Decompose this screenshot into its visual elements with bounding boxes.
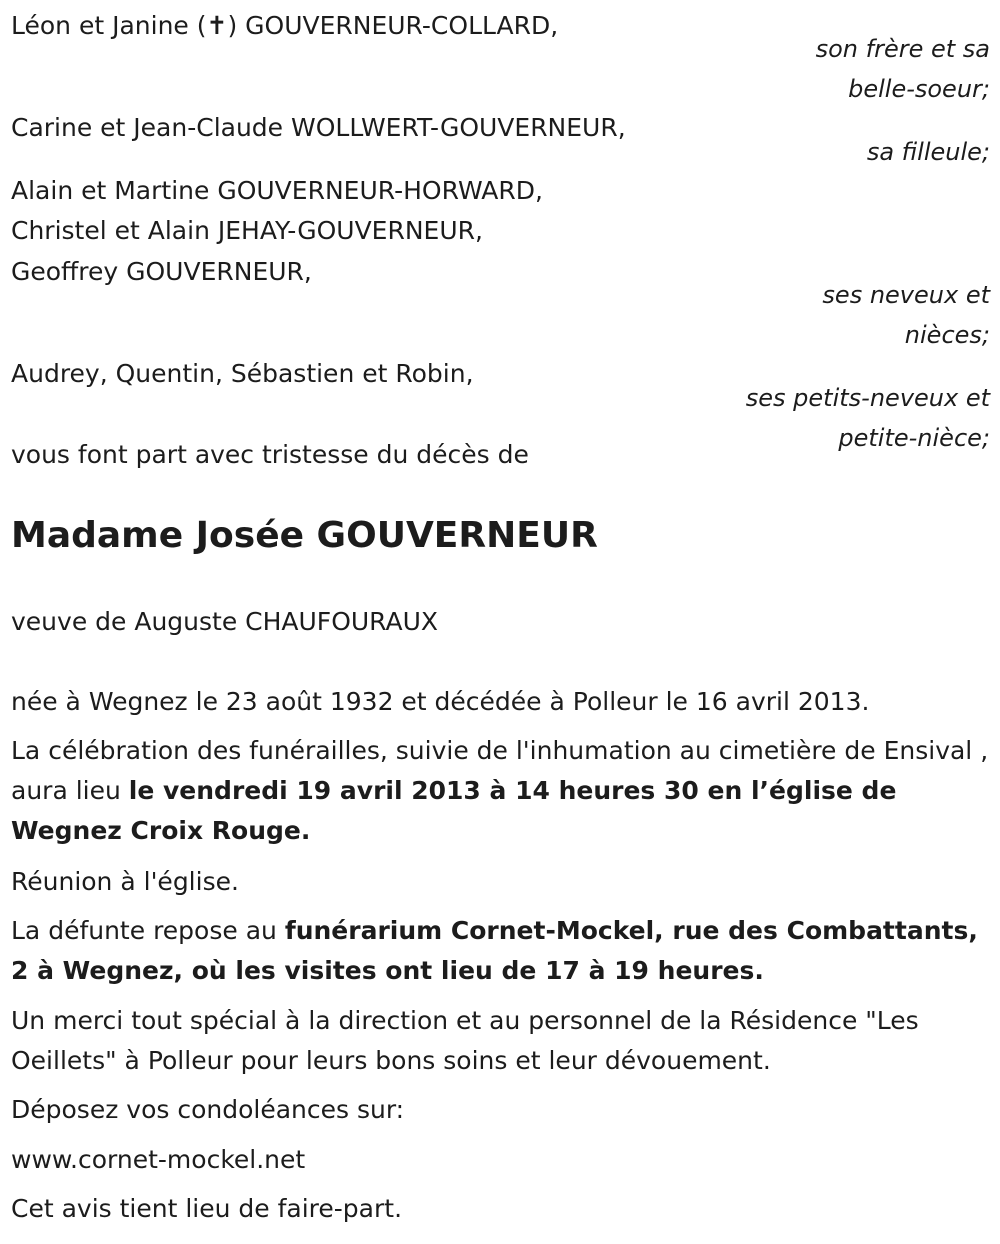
relation-neveux-2: nièces; xyxy=(904,321,990,349)
family-line-christel-alain: Christel et Alain JEHAY-GOUVERNEUR, xyxy=(11,216,483,245)
website-link[interactable]: www.cornet-mockel.net xyxy=(11,1145,306,1174)
thanks-paragraph: Un merci tout spécial à la direction et au personnel de la Résidence "Les Oeillets" à Polleur pour leurs bons soins et leur dévouement. xyxy=(11,1006,919,1075)
reunion-line: Réunion à l'église. xyxy=(11,867,239,896)
relation-petits-neveux-2: petite-nièce; xyxy=(838,424,990,452)
rest-details: funérarium Cornet-Mockel, rue des Combattants, 2 à Wegnez, où les visites ont lieu de 17 à 19 heures. xyxy=(11,916,978,985)
widow-line: veuve de Auguste CHAUFOURAUX xyxy=(11,607,439,636)
ceremony-paragraph xyxy=(11,731,996,851)
ceremony-details: le vendredi 19 avril 2013 à 14 heures 30 en l’église de Wegnez Croix Rouge. xyxy=(11,776,897,845)
family-line-leon-janine: Léon et Janine (✝) GOUVERNEUR-COLLARD, xyxy=(11,11,559,40)
family-line-audrey-quentin: Audrey, Quentin, Sébastien et Robin, xyxy=(11,359,474,388)
announcement-text: vous font part avec tristesse du décès de xyxy=(11,440,529,469)
deceased-name: Madame Josée GOUVERNEUR xyxy=(11,515,598,556)
relation-frere-belle-soeur-1: son frère et sa xyxy=(815,35,990,63)
family-line-geoffrey: Geoffrey GOUVERNEUR, xyxy=(11,257,312,286)
family-line-alain-martine: Alain et Martine GOUVERNEUR-HORWARD, xyxy=(11,176,543,205)
rest-paragraph xyxy=(11,911,996,991)
condolences-line: Déposez vos condoléances sur: xyxy=(11,1095,405,1124)
birth-death-line: née à Wegnez le 23 août 1932 et décédée à Polleur le 16 avril 2013. xyxy=(11,687,870,716)
relation-neveux-1: ses neveux et xyxy=(822,281,990,309)
relation-petits-neveux-1: ses petits-neveux et xyxy=(745,384,990,412)
relation-filleule: sa filleule; xyxy=(866,138,990,166)
rest-text: La défunte repose au xyxy=(11,916,285,945)
ceremony-text: La célébration des funérailles, suivie de l'inhumation au cimetière de Ensival , aura lieu xyxy=(11,736,989,805)
family-line-carine-jean-claude: Carine et Jean-Claude WOLLWERT-GOUVERNEUR, xyxy=(11,113,626,142)
final-line: Cet avis tient lieu de faire-part. xyxy=(11,1194,403,1223)
relation-frere-belle-soeur-2: belle-soeur; xyxy=(848,75,990,103)
